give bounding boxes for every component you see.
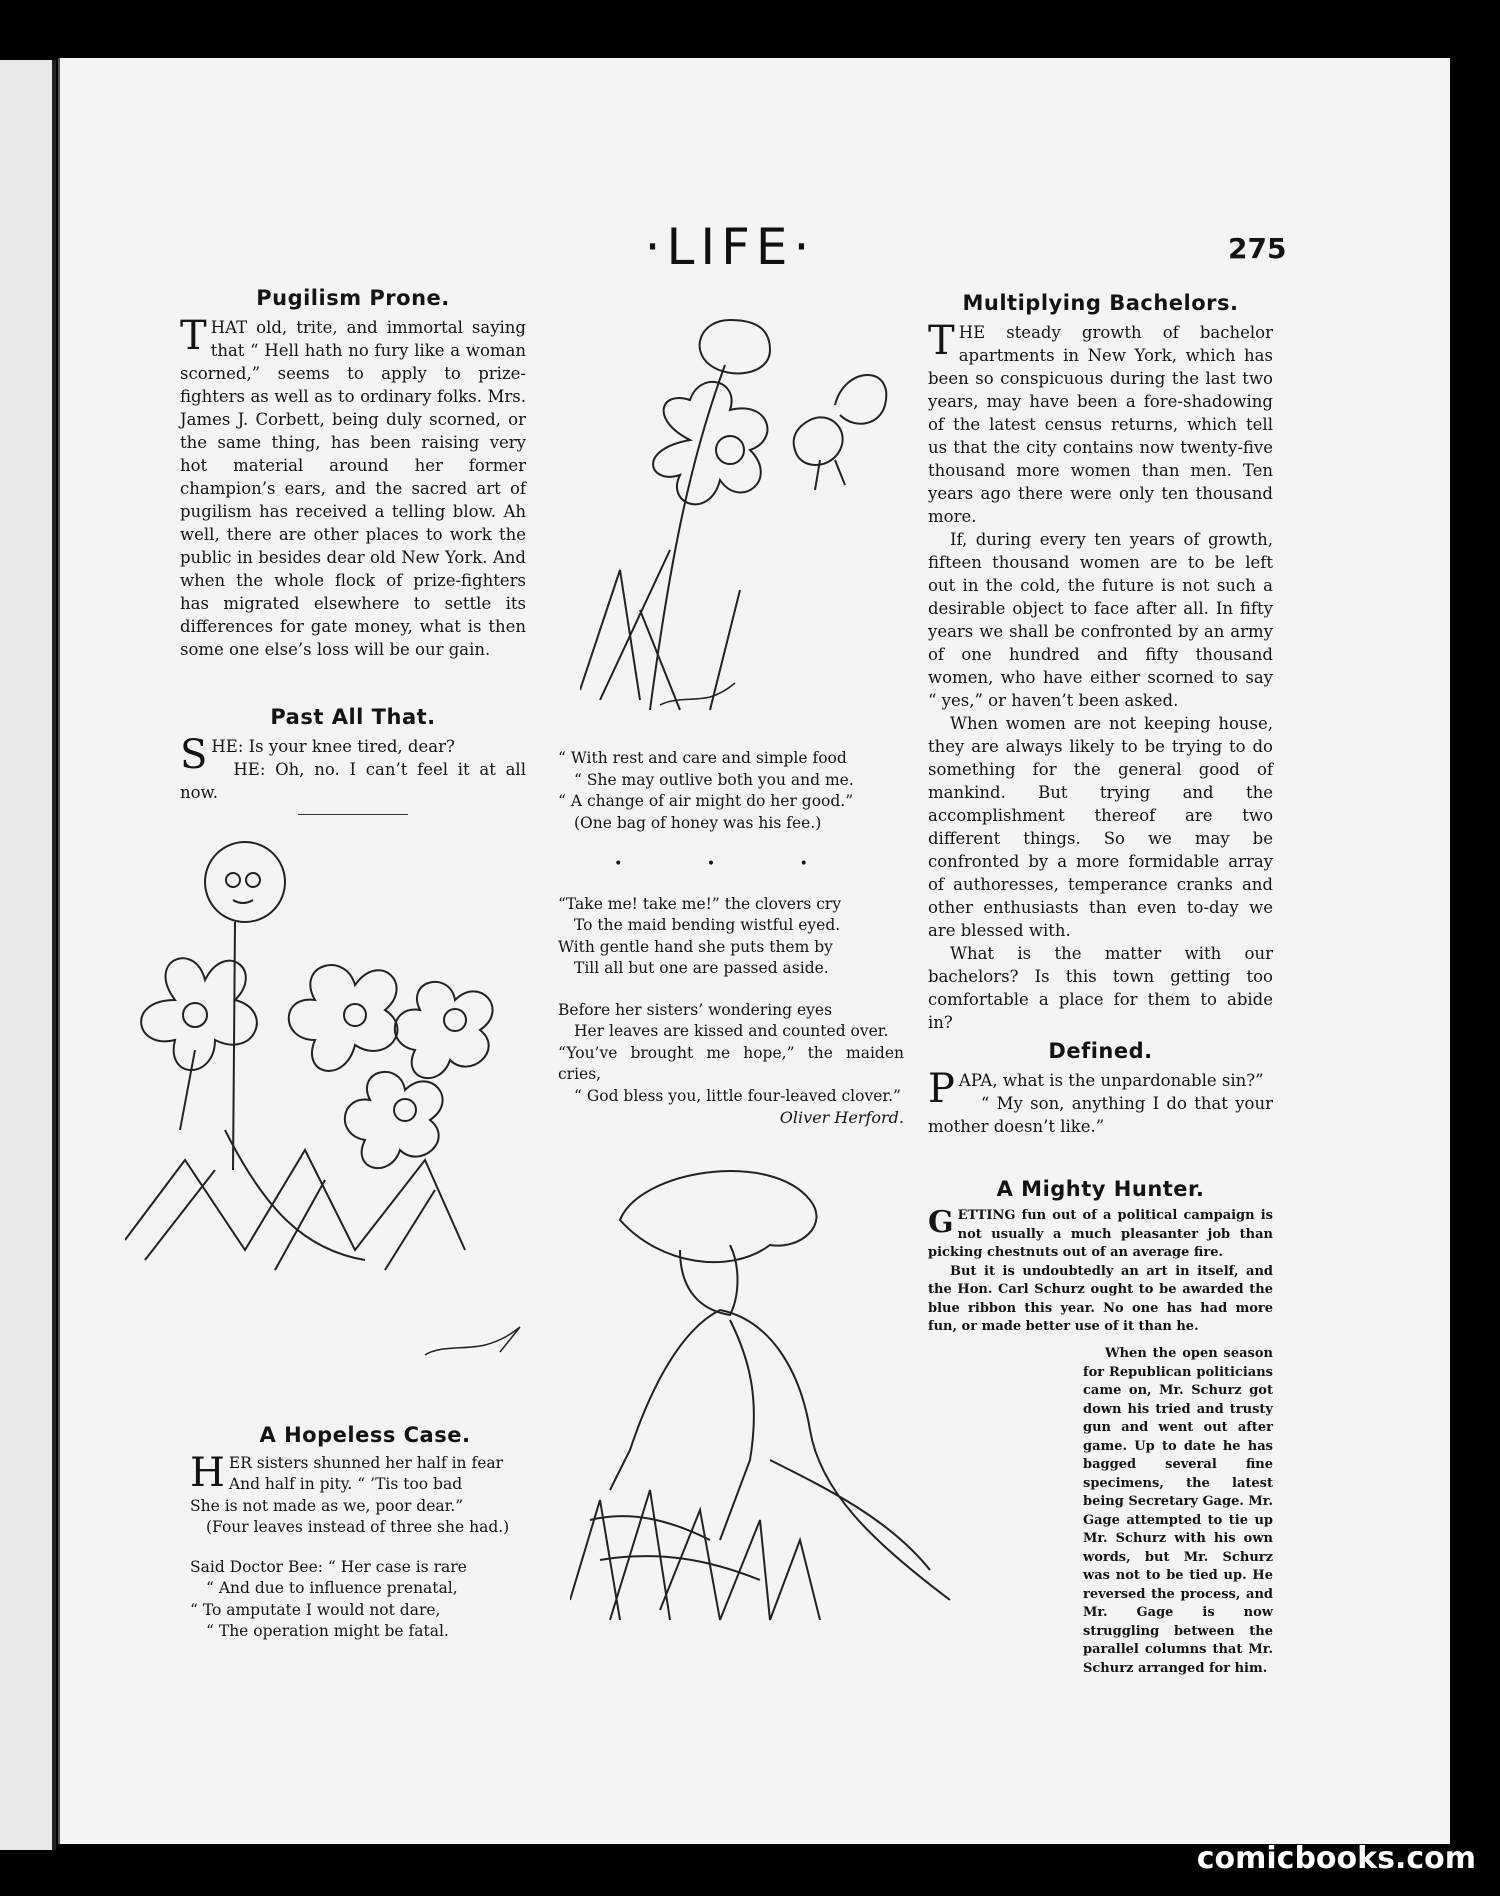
drop-cap: T — [180, 313, 207, 359]
dialogue-line: “ My son, anything I do that your mother doesn’t like.” — [928, 1094, 1273, 1136]
bee-icon — [794, 417, 843, 465]
page-number: 275 — [1228, 232, 1287, 265]
drop-cap: G — [928, 1205, 954, 1240]
verse-line: “ And due to influence prenatal, — [206, 1579, 458, 1597]
article-title: Defined. — [1048, 1039, 1153, 1063]
verse-line: Before her sisters’ wondering eyes — [558, 1000, 833, 1019]
drop-cap: S — [180, 732, 208, 778]
article-hunter-head — [928, 1178, 1273, 1337]
article-title: Multiplying Bachelors. — [962, 291, 1239, 315]
clover-faces-illustration — [125, 830, 565, 1370]
article-pugilism — [180, 287, 526, 661]
dialogue-line: HE: Is your knee tired, dear? — [211, 737, 455, 756]
masthead: ·LIFE· — [644, 218, 816, 276]
article-hunter-narrow — [1083, 1345, 1273, 1678]
article-body: But it is undoubtedly an art in itself, and the Hon. Carl Schurz ought to be awarded the blue ribbon this year. No one has had more fun, or made better use of it than he. — [928, 1263, 1273, 1334]
article-body: HE steady growth of bachelor apartments in New York, which has been so conspicuous during the last two years, may have been a fore-shadowing of the latest census returns, which tell us that the city contains now twenty-five thousand more women than men. Ten years ago there were only ten thousand more. — [928, 323, 1273, 526]
poem-hopeless-case — [190, 1425, 540, 1643]
artist-signature-icon — [425, 1327, 520, 1355]
verse-line: “ God bless you, little four-leaved clover.” — [574, 1086, 901, 1105]
verse-line: Her leaves are kissed and counted over. — [574, 1022, 889, 1040]
hat-icon — [620, 1171, 816, 1262]
verse-line: Till all but one are passed aside. — [574, 959, 829, 977]
article-defined — [928, 1040, 1273, 1138]
divider — [298, 814, 408, 815]
stanza-separator: • • • — [614, 856, 848, 872]
article-body: When the open season for Republican politicians came on, Mr. Schurz got down his tried and trusty gun and went out after game. Up to date he has bagged several fine specimens, the latest being Secretary Gage. Mr. Gage attempted to tie up Mr. Schurz with his own words, but Mr. Schurz was not to be tied up. He reversed the process, and Mr. Gage is now struggling between the parallel columns that Mr. Schurz arranged for him. — [1083, 1346, 1273, 1676]
poem-middle-column — [558, 748, 904, 1129]
article-body: If, during every ten years of growth, fifteen thousand women are to be left out in the cold, the future is not such a desirable object to face after all. In fifty years we shall be confronted by an army of one hundred and fifty thousand women, who have either scorned to say “ yes,” or haven’t been asked. — [928, 530, 1273, 710]
verse-line: (One bag of honey was his fee.) — [574, 813, 822, 832]
verse-line: She is not made as we, poor dear.” — [190, 1496, 464, 1515]
article-title: A Hopeless Case. — [259, 1423, 471, 1447]
drop-cap: H — [190, 1449, 225, 1496]
verse-line: “ With rest and care and simple food — [558, 749, 847, 767]
verse-line: ER sisters shunned her half in fear — [228, 1453, 504, 1472]
verse-line: With gentle hand she puts them by — [558, 937, 833, 956]
article-body: ETTING fun out of a political campaign is not usually a much pleasanter job than picking chestnuts out of an average fire. — [928, 1208, 1273, 1260]
moon-face-icon — [205, 842, 285, 922]
dialogue-line: APA, what is the unpardonable sin?” — [958, 1071, 1264, 1090]
verse-line: “ To amputate I would not dare, — [190, 1600, 441, 1619]
article-title: Past All That. — [270, 705, 436, 729]
article-bachelors — [928, 292, 1273, 1034]
article-title: A Mighty Hunter. — [996, 1177, 1205, 1201]
verse-line: And half in pity. “ ’Tis too bad — [228, 1475, 463, 1493]
verse-line: To the maid bending wistful eyed. — [574, 916, 841, 934]
article-body: When women are not keeping house, they are always likely to be trying to do something for the general good of mankind. But trying and the accomplishment thereof are two different things. So we may be confronted by a more formidable array of authoresses, temperance cranks and other enthusiasts than even to-day we are blessed with. — [928, 714, 1273, 940]
verse-line: (Four leaves instead of three she had.) — [206, 1518, 510, 1536]
verse-line: “You’ve brought me hope,” the maiden cries, — [558, 1043, 904, 1083]
verse-line: “ The operation might be fatal. — [206, 1622, 449, 1640]
article-body: What is the matter with our bachelors? Is this town getting too comfortable a place for them to abide in? — [928, 944, 1273, 1032]
drop-cap: T — [928, 318, 955, 364]
article-past-all-that — [180, 706, 526, 825]
verse-line: “ She may outlive both you and me. — [574, 770, 854, 789]
bee-and-clover-illustration — [580, 310, 920, 720]
verse-line: Said Doctor Bee: “ Her case is rare — [190, 1557, 467, 1576]
facing-page-edge — [0, 60, 56, 1850]
drop-cap: P — [928, 1066, 955, 1112]
poem-signature: Oliver Herford. — [779, 1108, 904, 1127]
dialogue-line: HE: Oh, no. I can’t feel it at all now. — [180, 760, 526, 802]
watermark: comicbooks.com — [1196, 1841, 1476, 1876]
article-body: HAT old, trite, and immortal saying that “ Hell hath no fury like a woman scorned,” seems to apply to prize-fighters as well as to ordinary folks. Mrs. James J. Corbett, being duly scorned, or the same thing, has been raising very hot material around her former champion’s ears, and the sacred art of pugilism has received a telling blow. Ah well, there are other places to work the public in besides dear old New York. And when the whole flock of prize-fighters has migrated elsewhere to settle its differences for gate money, what is then some one else’s loss will be our gain. — [180, 318, 526, 659]
article-title: Pugilism Prone. — [256, 286, 450, 310]
verse-line: “Take me! take me!” the clovers cry — [558, 894, 842, 913]
verse-line: “ A change of air might do her good.” — [558, 792, 854, 810]
clover-head-icon — [700, 320, 770, 373]
